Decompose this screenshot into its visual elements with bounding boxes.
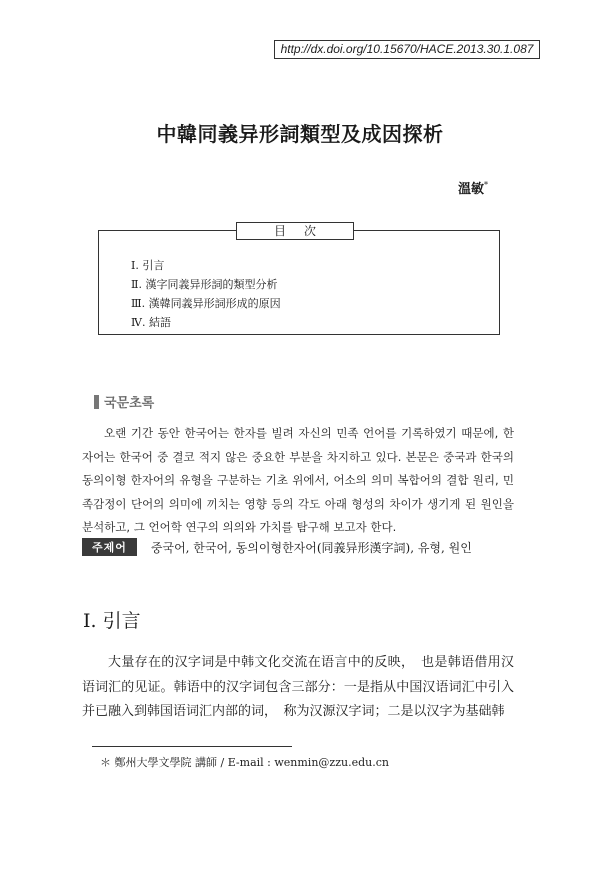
abstract-heading-text: 국문초록 xyxy=(104,396,155,411)
section-title: Ⅰ. 引言 xyxy=(83,610,141,632)
article-title: 中韓同義异形詞類型及成因探析 xyxy=(156,122,444,146)
footnote: ＊ 鄭州大學文學院 講師 / E-mail : wenmin@zzu.edu.cn xyxy=(100,756,389,769)
toc-item: Ⅰ. 引言 xyxy=(131,259,165,272)
toc-item: Ⅲ. 漢韓同義异形詞形成的原因 xyxy=(131,297,281,310)
toc-list xyxy=(131,256,281,332)
toc-item: Ⅱ. 漢字同義异形詞的類型分析 xyxy=(131,278,278,291)
doi-link[interactable]: http://dx.doi.org/10.15670/HACE.2013.30.1.087 xyxy=(274,40,540,59)
author-text: 溫敏 xyxy=(458,182,485,197)
footnote-divider xyxy=(92,746,292,747)
heading-bar-icon xyxy=(94,395,99,409)
toc-heading: 目次 xyxy=(236,222,354,240)
author-name xyxy=(458,178,488,197)
author-footnote-mark: * xyxy=(484,180,489,190)
body-paragraph: 大量存在的汉字词是中韩文化交流在语言中的反映， 也是韩语借用汉语词汇的见证。韩语中的汉字词包含三部分：一是指从中国汉语词汇中引入并已融入到韩国语词汇内部的词， 称为汉源汉字词；二是以汉字为基础韩 xyxy=(82,655,514,719)
toc-item: Ⅳ. 結語 xyxy=(131,316,171,329)
keywords-text: 중국어, 한국어, 동의이형한자어(同義异形漢字詞), 유형, 원인 xyxy=(150,540,472,555)
abstract-heading xyxy=(94,392,154,411)
keywords-label: 주제어 xyxy=(82,538,137,556)
abstract-text: 오랜 기간 동안 한국어는 한자를 빌려 자신의 민족 언어를 기록하였기 때문에, 한자어는 한국어 중 결코 적지 않은 중요한 부분을 차지하고 있다. 본문은 중국과 한국의 동의이형 한자어의 유형을 구분하는 기초 위에서, 어소의 의미 복합어의 결합 원리, 민족감정이 단어의 의미에 끼치는 영향 등의 각도 아래 형성의 차이가 생기게 된 원인을 분석하고, 그 언어학 연구의 의의와 가치를 탐구해 보고자 한다. xyxy=(82,426,514,534)
keywords-row xyxy=(82,538,472,556)
